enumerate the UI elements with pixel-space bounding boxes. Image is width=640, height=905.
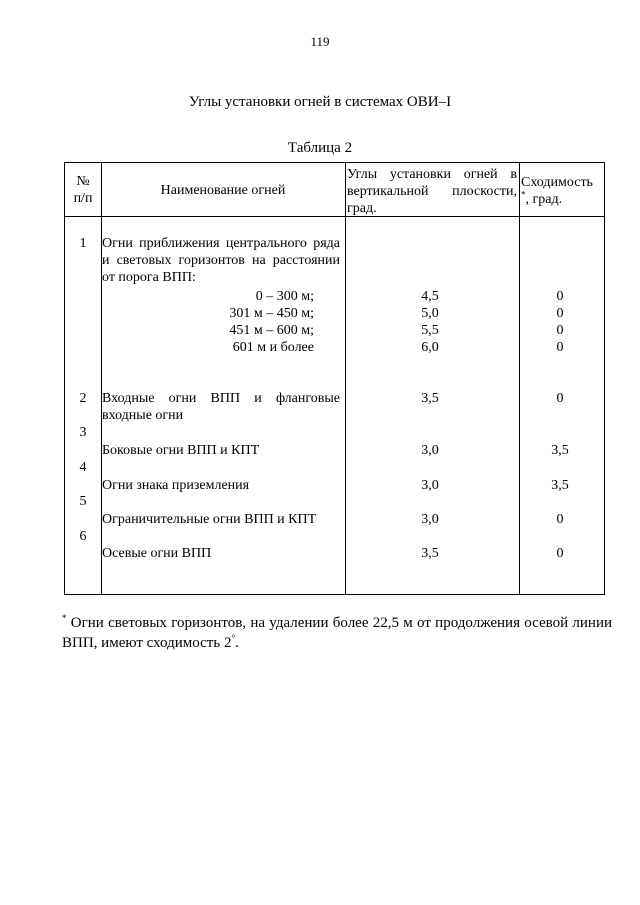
row-3-convergence: 3,5 [551, 443, 569, 458]
footnote-text: Огни световых горизонтов, на удалении более 22,5 м от продолжения осевой линии ВПП, имеют сходимость 2 [62, 615, 612, 651]
row-1-angle-3: 5,5 [421, 323, 439, 338]
table-label: Таблица 2 [287, 140, 353, 156]
header-name: Наименование огней [160, 183, 286, 198]
header-convergence-label: Сходимость [521, 175, 593, 190]
row-1-range-2: 301 м – 450 м; [229, 306, 314, 321]
footnote-mark: * [521, 189, 526, 200]
row-2-angle: 3,5 [421, 391, 439, 406]
row-1-angle-4: 6,0 [421, 340, 439, 355]
table-border-bottom [64, 594, 605, 595]
row-1-convergence-4: 0 [556, 340, 564, 355]
row-3-angle: 3,0 [421, 443, 439, 458]
row-4-convergence: 3,5 [551, 478, 569, 493]
row-1-convergence-2: 0 [556, 306, 564, 321]
row-6-convergence: 0 [556, 546, 564, 561]
row-1-convergence-3: 0 [556, 323, 564, 338]
column-divider-3 [519, 162, 520, 595]
header-divider [64, 216, 605, 217]
row-2-convergence: 0 [556, 391, 564, 406]
footnote-marker: * [62, 613, 67, 623]
row-4-number: 4 [79, 460, 87, 475]
degree-sign: ° [231, 633, 236, 643]
footnote-end: . [235, 635, 239, 651]
header-number: № п/п [73, 174, 93, 206]
table-border-right [604, 162, 605, 595]
row-6-name: Осевые огни ВПП [102, 546, 212, 561]
row-4-name: Огни знака приземления [102, 478, 250, 493]
row-5-angle: 3,0 [421, 512, 439, 527]
row-1-name: Огни приближения центрального ряда и световых горизонтов на расстоянии от порога ВПП: [102, 236, 340, 285]
row-1-angle-2: 5,0 [421, 306, 439, 321]
table-border-top [64, 162, 605, 163]
row-1-range-3: 451 м – 600 м; [229, 323, 314, 338]
footnote [62, 613, 612, 653]
page-number: 119 [310, 34, 330, 49]
row-2-number: 2 [79, 391, 87, 406]
row-5-number: 5 [79, 494, 87, 509]
row-6-number: 6 [79, 529, 87, 544]
row-6-angle: 3,5 [421, 546, 439, 561]
row-2-name: Входные огни ВПП и фланговые входные огни [102, 391, 340, 423]
header-convergence-unit: , град. [525, 192, 563, 207]
row-1-angle-1: 4,5 [421, 289, 439, 304]
row-1-range-1: 0 – 300 м; [255, 289, 314, 304]
header-angle: Углы установки огней в вертикальной плоскости, град. [347, 167, 517, 216]
row-4-angle: 3,0 [421, 478, 439, 493]
header-convergence [521, 174, 605, 208]
page-title: Углы установки огней в системах ОВИ–I [188, 94, 452, 110]
row-1-convergence-1: 0 [556, 289, 564, 304]
column-divider-2 [345, 162, 346, 595]
row-1-number: 1 [79, 236, 87, 251]
row-5-name: Ограничительные огни ВПП и КПТ [102, 512, 317, 527]
row-5-convergence: 0 [556, 512, 564, 527]
row-1-range-4: 601 м и более [232, 340, 314, 355]
row-3-name: Боковые огни ВПП и КПТ [102, 443, 260, 458]
row-3-number: 3 [79, 425, 87, 440]
